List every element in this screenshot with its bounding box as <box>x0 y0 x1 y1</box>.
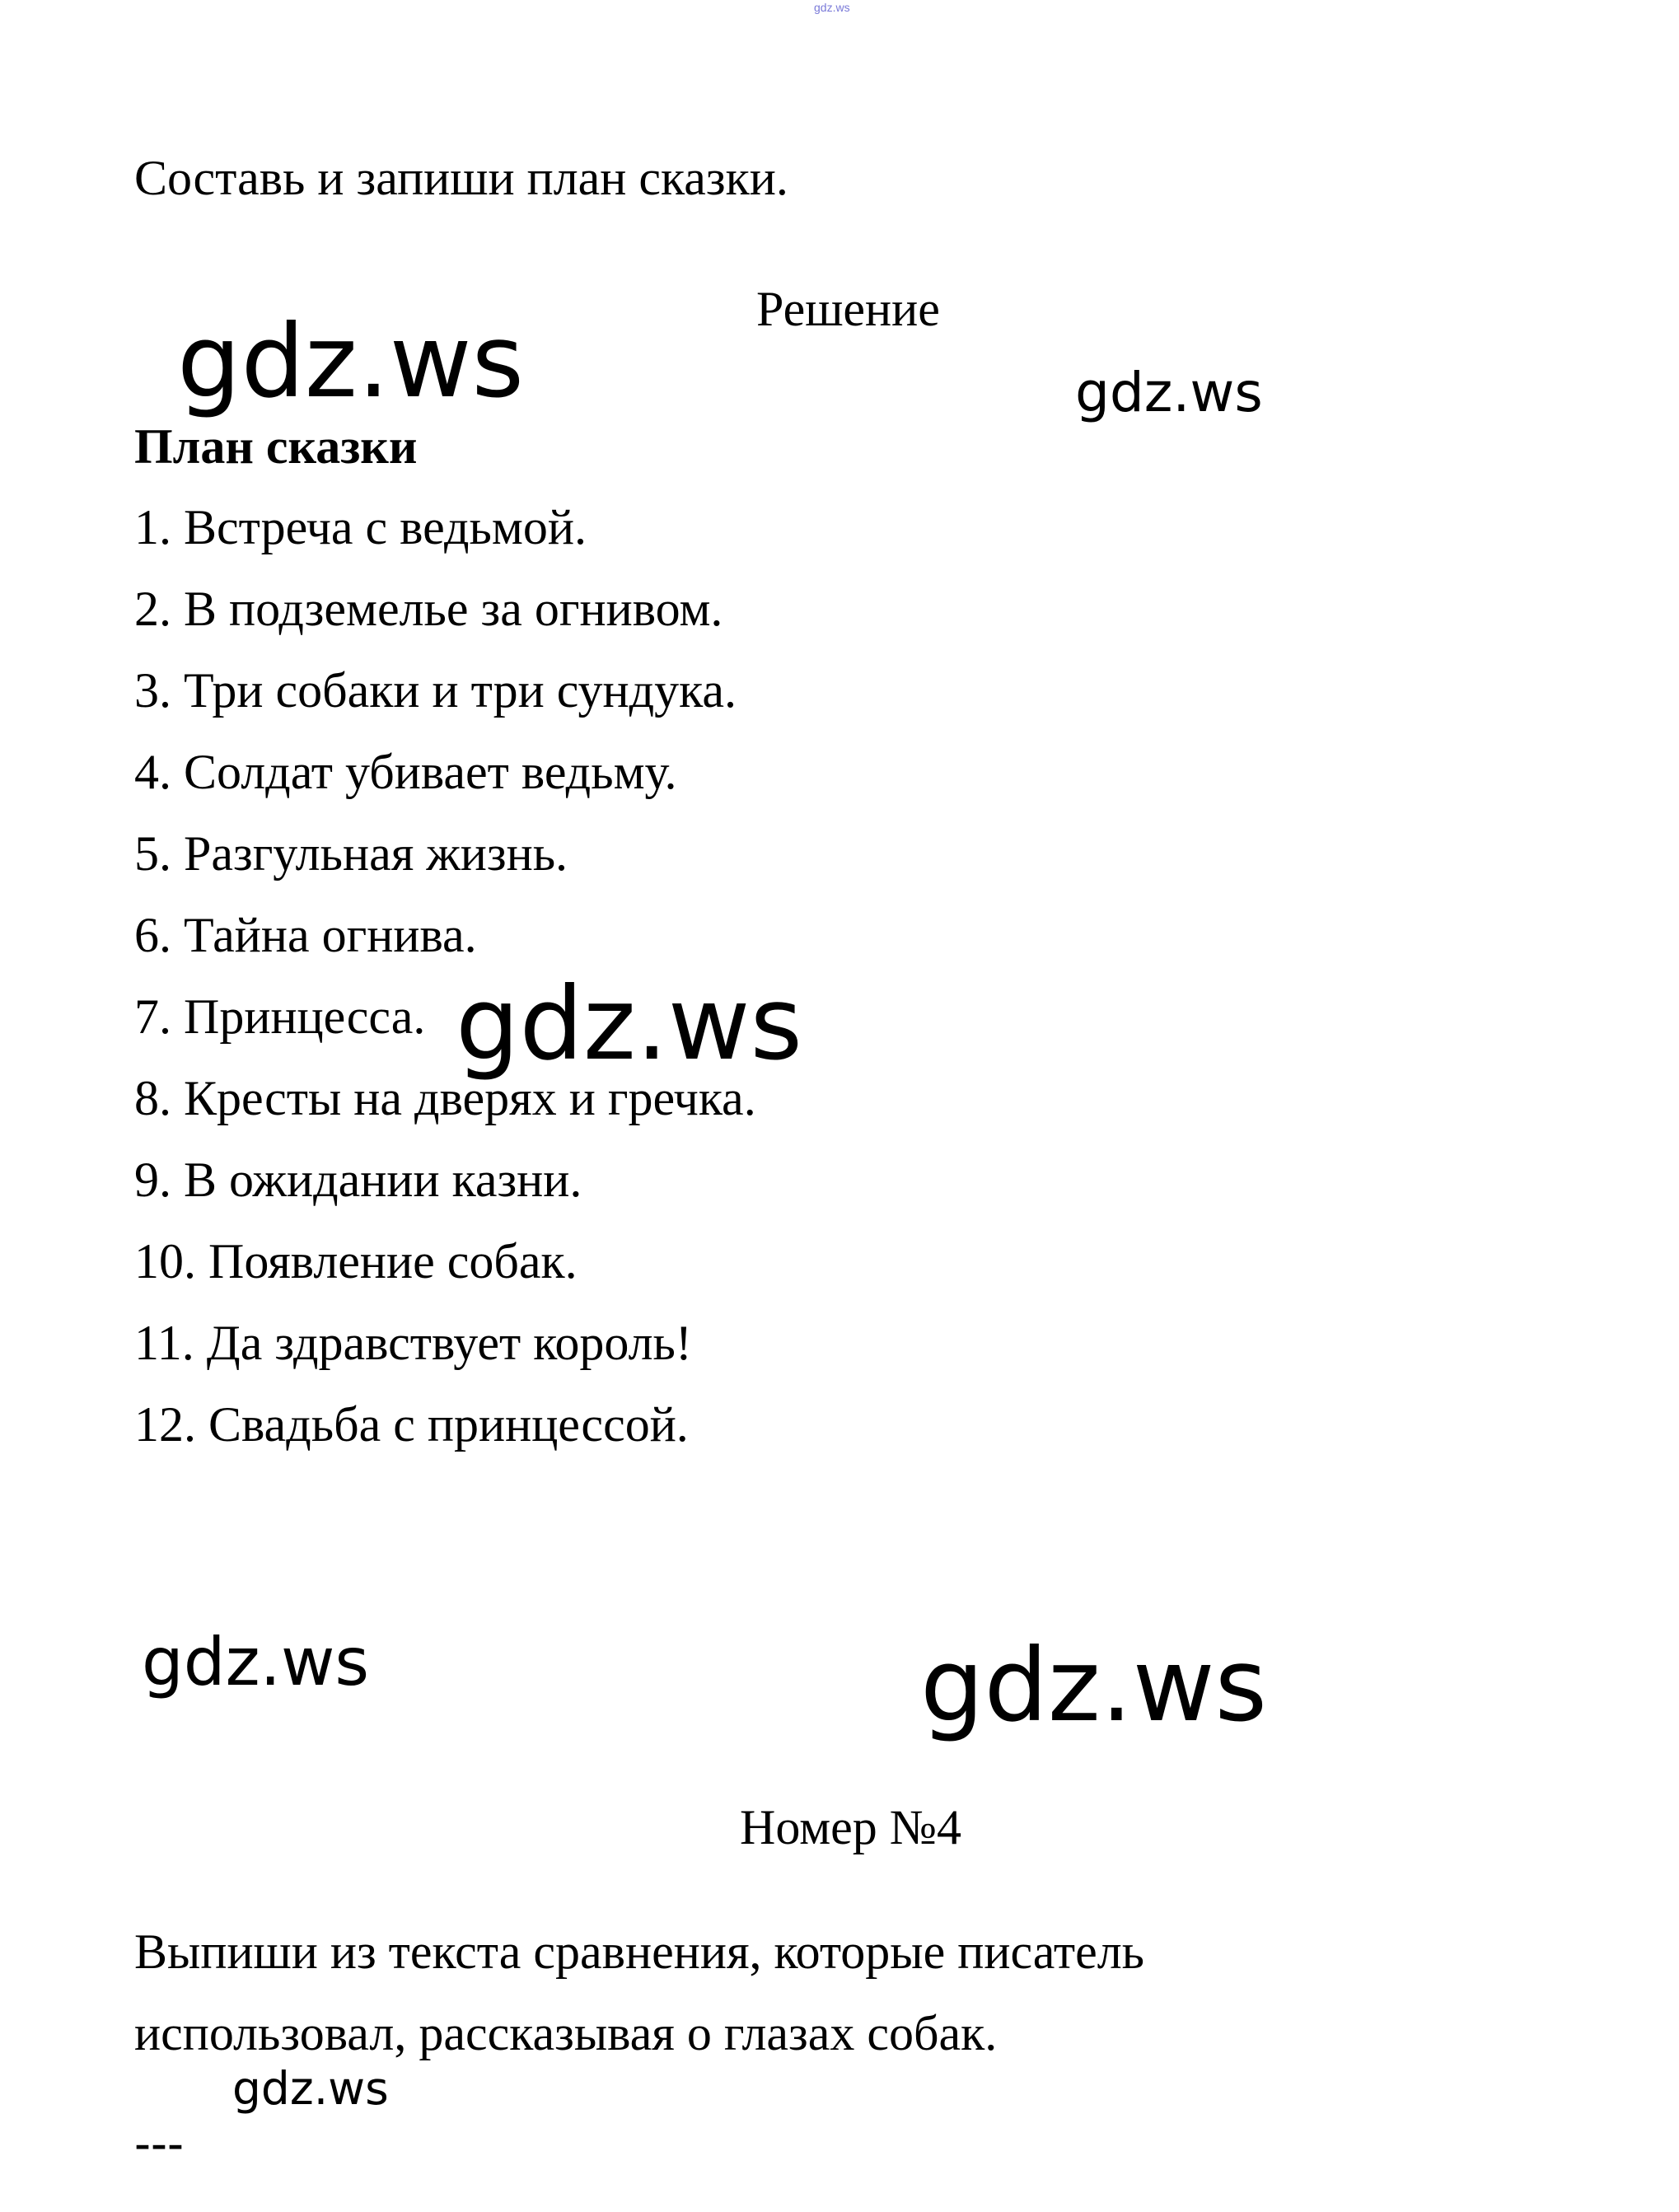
top-watermark: gdz.ws <box>814 1 850 14</box>
watermark: gdz.ws <box>232 2062 389 2115</box>
watermark: gdz.ws <box>920 1627 1268 1744</box>
plan-item: 8. Кресты на дверях и гречка. <box>134 1071 756 1125</box>
solution-heading: Решение <box>756 282 940 336</box>
plan-item: 7. Принцесса. <box>134 989 426 1044</box>
plan-title: План сказки <box>134 419 418 474</box>
task-2-line: использовал, рассказывая о глазах собак. <box>134 2006 998 2060</box>
answer-placeholder: --- <box>134 2116 184 2171</box>
plan-item: 9. В ожидании казни. <box>134 1153 582 1207</box>
task-2-line: Выпиши из текста сравнения, которые писатель <box>134 1924 1145 1979</box>
task-2-prompt <box>134 1911 1535 2074</box>
task-prompt: Составь и запиши план сказки. <box>134 151 788 205</box>
plan-item: 5. Разгульная жизнь. <box>134 826 568 881</box>
plan-item: 12. Свадьба с принцессой. <box>134 1397 689 1452</box>
watermark: gdz.ws <box>1075 361 1263 424</box>
plan-item: 6. Тайна огнива. <box>134 908 477 962</box>
plan-item: 3. Три собаки и три сундука. <box>134 663 737 718</box>
plan-item: 4. Солдат убивает ведьму. <box>134 745 677 799</box>
plan-item: 10. Появление собак. <box>134 1234 578 1288</box>
task-number: Номер №4 <box>740 1800 962 1854</box>
plan-item: 1. Встреча с ведьмой. <box>134 500 587 554</box>
plan-item: 2. В подземелье за огнивом. <box>134 582 723 636</box>
watermark: gdz.ws <box>142 1624 370 1700</box>
watermark: gdz.ws <box>177 303 525 420</box>
plan-item: 11. Да здравствует король! <box>134 1316 692 1370</box>
watermark: gdz.ws <box>456 966 803 1083</box>
